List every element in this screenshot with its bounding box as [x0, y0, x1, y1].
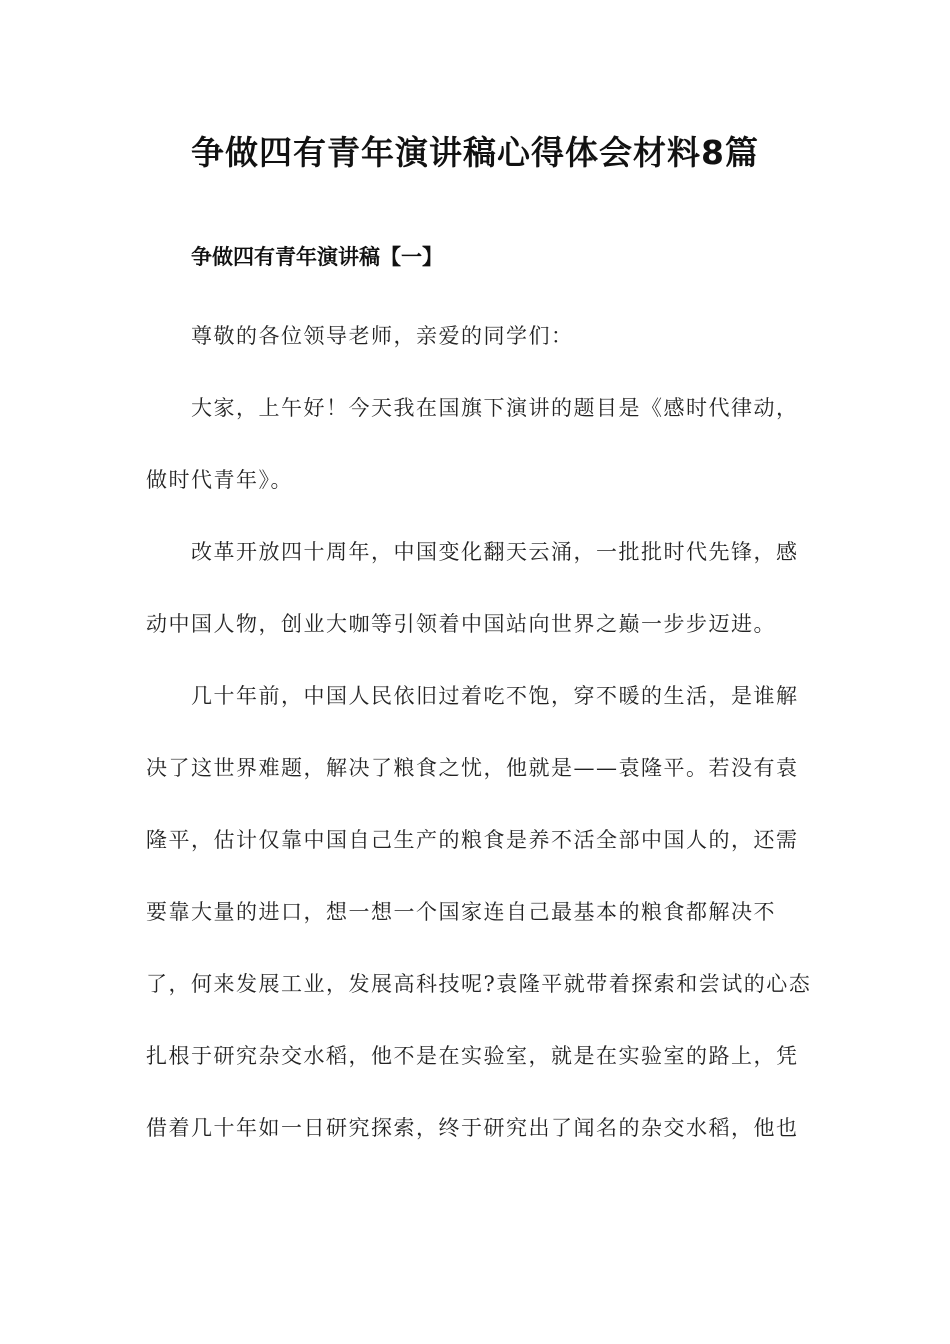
document-title: 争做四有青年演讲稿心得体会材料8篇 — [191, 133, 759, 172]
text-line: 做时代青年》。 — [146, 468, 293, 492]
body-text — [146, 300, 812, 1164]
text-line: 扎根于研究杂交水稻，他不是在实验室，就是在实验室的路上，凭 — [146, 1044, 799, 1068]
section-heading: 争做四有青年演讲稿【一】 — [191, 245, 443, 269]
document-body — [146, 234, 812, 1164]
text-line: 动中国人物，创业大咖等引领着中国站向世界之巅一步步迈进。 — [146, 612, 776, 636]
text-line: 决了这世界难题，解决了粮食之忧，他就是——袁隆平。若没有袁 — [146, 756, 799, 780]
text-line: 改革开放四十周年，中国变化翻天云涌，一批批时代先锋，感 — [191, 540, 799, 564]
text-line: 几十年前，中国人民依旧过着吃不饱，穿不暖的生活，是谁解 — [191, 684, 799, 708]
text-line: 借着几十年如一日研究探索，终于研究出了闻名的杂交水稻，他也 — [146, 1116, 799, 1140]
text-line: 大家，上午好！今天我在国旗下演讲的题目是《感时代律动， — [191, 396, 799, 420]
text-line: 要靠大量的进口，想一想一个国家连自己最基本的粮食都解决不 — [146, 900, 776, 924]
text-line: 了，何来发展工业，发展高科技呢?袁隆平就带着探索和尝试的心态 — [146, 972, 812, 996]
text-line-greeting: 尊敬的各位领导老师，亲爱的同学们： — [191, 324, 574, 348]
text-line: 隆平，估计仅靠中国自己生产的粮食是养不活全部中国人的，还需 — [146, 828, 799, 852]
